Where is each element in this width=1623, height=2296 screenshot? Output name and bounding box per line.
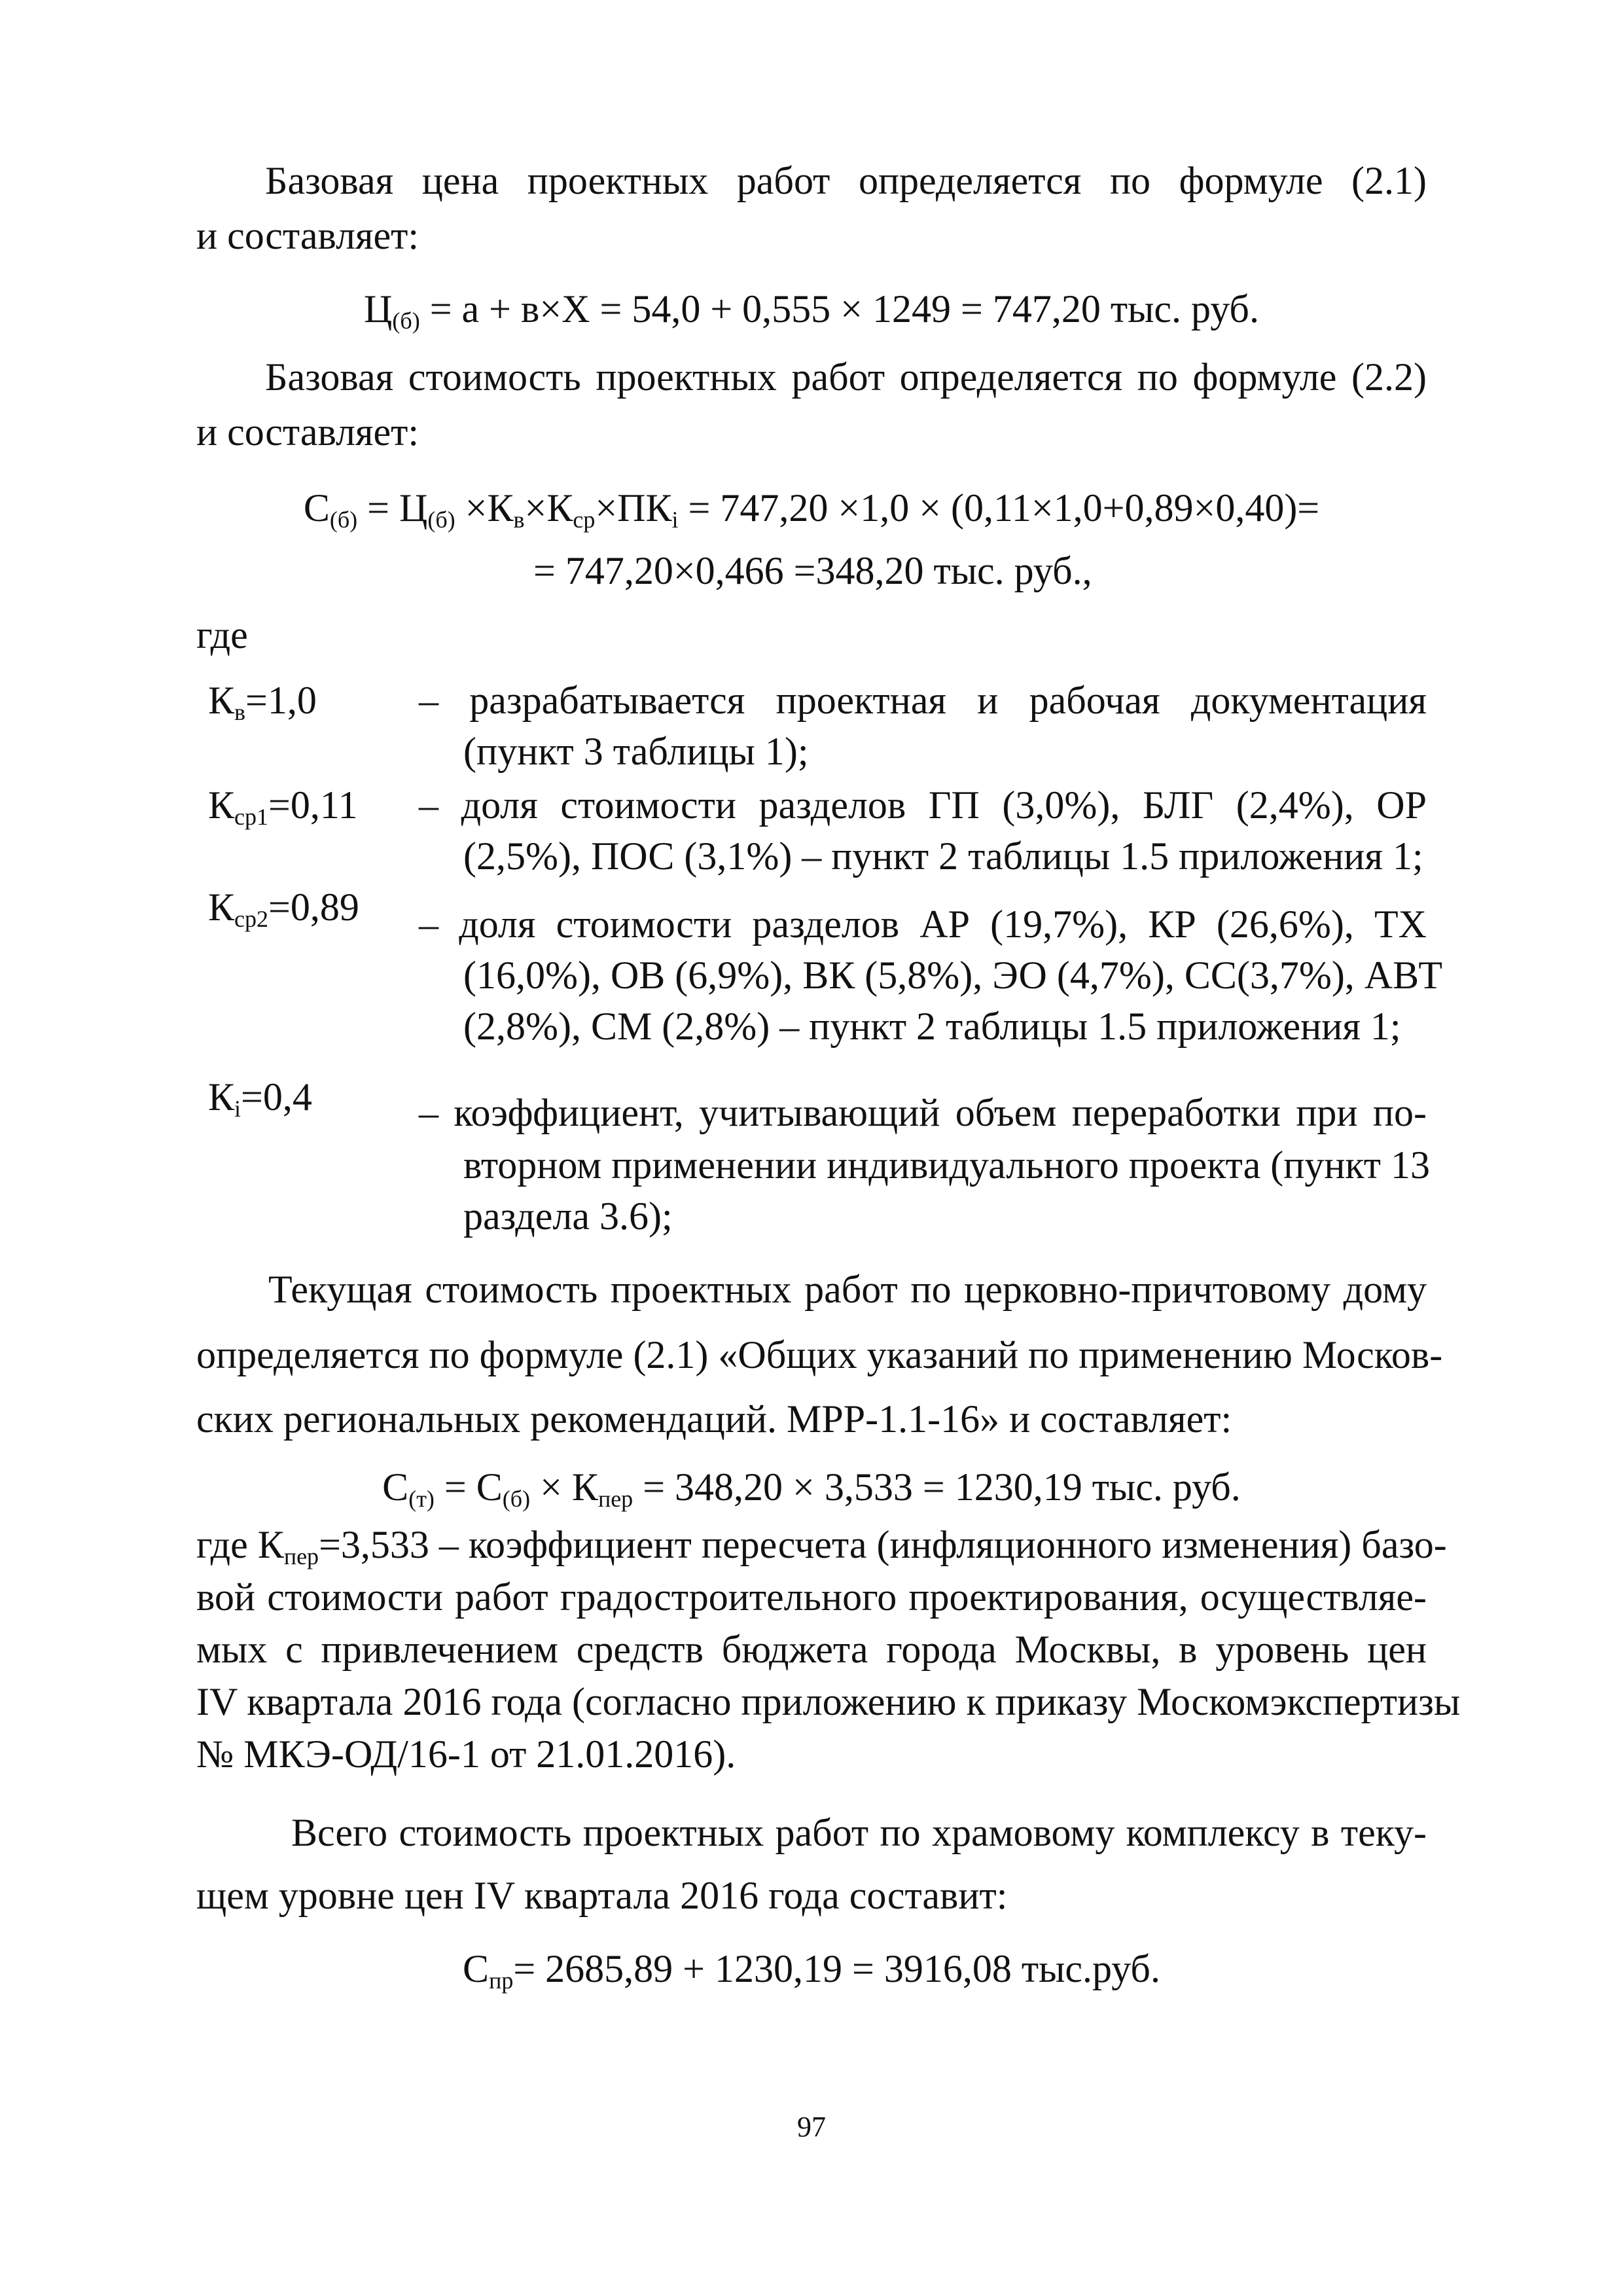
- def-ksr1-symbol: $К_{ср1}=0,11$: [208, 783, 358, 830]
- formula-base-price: $Ц_{(б)} = а + в\times Х = 54,0 + 0,555 \times 1249 = 747,20$ тыс. руб.: [364, 287, 1259, 334]
- paragraph-4-line-2: вой стоимости работ градостроительного проектирования, осуществляе-: [196, 1575, 1427, 1619]
- paragraph-2-line-2: и составляет:: [196, 410, 419, 454]
- paragraph-2-line-1: Базовая стоимость проектных работ определяется по формуле (2.2): [265, 355, 1427, 399]
- def-ksr2-symbol: $К_{ср2}=0,89$: [208, 886, 359, 932]
- def-ki-line-3: раздела 3.6);: [463, 1194, 673, 1238]
- def-ksr1-line-1: – доля стоимости разделов ГП (3,0%), БЛГ (2,4%), ОР: [419, 783, 1427, 827]
- def-ki-line-1: – коэффициент, учитывающий объем переработки при по-: [419, 1091, 1427, 1134]
- def-kv-line-1: – разрабатывается проектная и рабочая документация: [419, 679, 1427, 722]
- formula-total-cost: $С_{пр}= 2685,89 + 1230,19 = 3916,08$ тыс.руб.: [463, 1947, 1160, 1994]
- formula-current-cost: $С_{(т)} = С_{(б)} \times К_{пер} = 348,20 \times 3,533 = 1230,19$ тыс. руб.: [382, 1465, 1241, 1512]
- def-ksr2-line-1: – доля стоимости разделов АР (19,7%), КР (26,6%), ТХ: [419, 903, 1427, 946]
- def-ksr1-line-2: (2,5%), ПОС (3,1%) – пункт 2 таблицы 1.5 приложения 1;: [463, 834, 1423, 878]
- def-kv-symbol: $К_в=1,0$: [208, 679, 317, 725]
- paragraph-5-line-2: щем уровне цен IV квартала 2016 года составит:: [196, 1874, 1008, 1917]
- paragraph-3-line-1: Текущая стоимость проектных работ по церковно-причтовому дому: [268, 1268, 1427, 1311]
- def-ki-symbol: $К_i=0,4$: [208, 1075, 312, 1122]
- page-number: 97: [797, 2111, 826, 2143]
- paragraph-4-line-5: № МКЭ-ОД/16-1 от 21.01.2016).: [196, 1732, 736, 1776]
- paragraph-5-line-1: Всего стоимость проектных работ по храмовому комплексу в теку-: [291, 1811, 1427, 1854]
- paragraph-3-line-2: определяется по формуле (2.1) «Общих указаний по применению Москов-: [196, 1333, 1443, 1376]
- paragraph-4-line-3: мых с привлечением средств бюджета города Москвы, в уровень цен: [196, 1628, 1427, 1671]
- def-ksr2-line-2: (16,0%), ОВ (6,9%), ВК (5,8%), ЭО (4,7%), СС(3,7%), АВТ: [463, 954, 1443, 997]
- def-kv-line-2: (пункт 3 таблицы 1);: [463, 730, 809, 773]
- def-ki-line-2: вторном применении индивидуального проекта (пункт 13: [463, 1143, 1431, 1187]
- formula-base-cost-line-2: = 747,20×0,466 =348,20 тыс. руб.,: [533, 549, 1092, 592]
- paragraph-4-line-4: IV квартала 2016 года (согласно приложению к приказу Москомэкспертизы: [196, 1680, 1461, 1723]
- where-label: где: [196, 613, 248, 656]
- paragraph-1-line-1: Базовая цена проектных работ определяется по формуле (2.1): [265, 159, 1427, 202]
- paragraph-1-line-2: и составляет:: [196, 214, 419, 257]
- paragraph-3-line-3: ских региональных рекомендаций. МРР-1.1-16» и составляет:: [196, 1397, 1232, 1441]
- paragraph-4-line-1: где $К_{пер}=3,533$ – коэффициент пересчета (инфляционного изменения) базо-: [196, 1523, 1447, 1570]
- formula-base-cost: $С_{(б)} = Ц_{(б)} \times К_в\times К_{ср}\times ПК_i = 747,20 \times 1,0 \times (0,11\times 1,0+0,89\times 0,40)=$: [303, 486, 1320, 533]
- def-ksr2-line-3: (2,8%), СМ (2,8%) – пункт 2 таблицы 1.5 приложения 1;: [463, 1005, 1401, 1048]
